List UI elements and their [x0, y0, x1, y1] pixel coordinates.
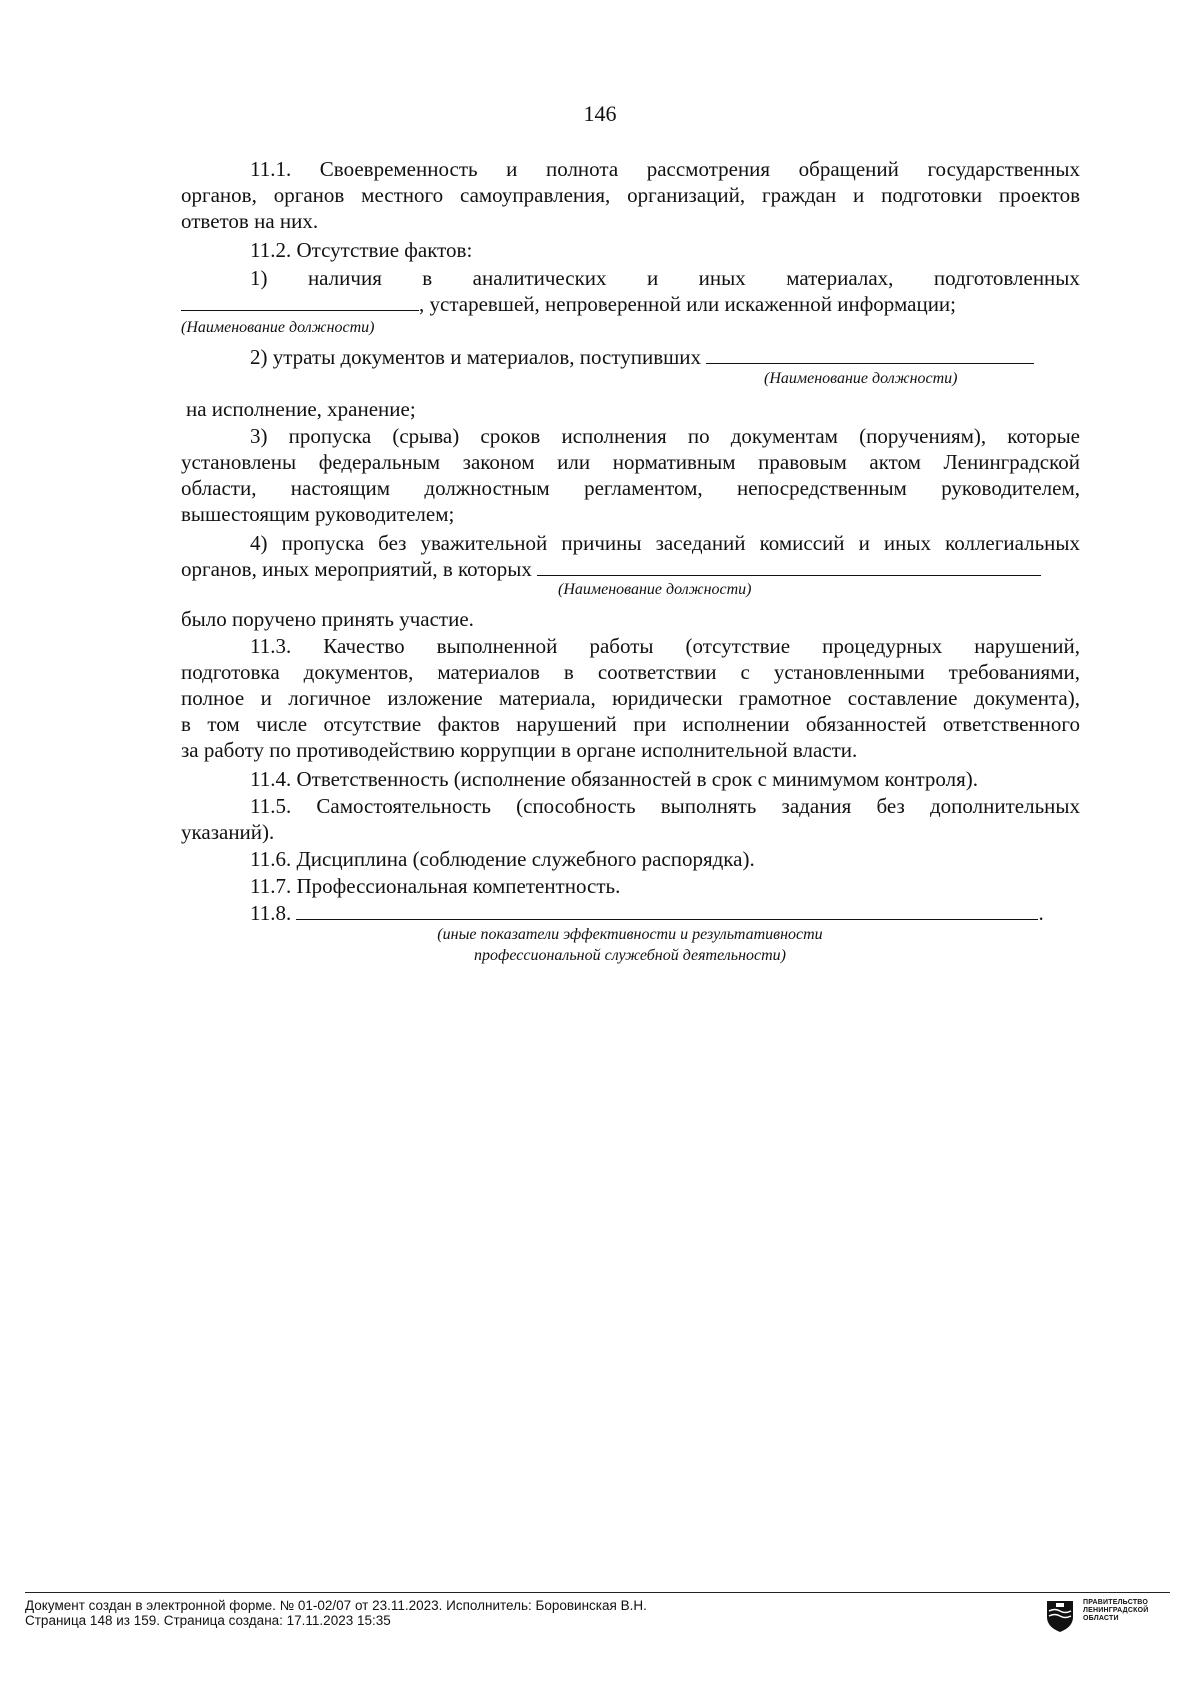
item-3-line-1: 3) пропуска (срыва) сроков исполнения по документам (поручениям), которые	[250, 424, 1080, 448]
fill-in-blank	[296, 900, 1038, 920]
item-1-word: аналитических	[472, 266, 607, 290]
footer-divider	[25, 1592, 1170, 1593]
item-3-line-2: установлены федеральным законом или нормативным правовым актом Ленинградской	[181, 450, 1080, 474]
item-1-word: материалах,	[786, 266, 894, 290]
item-3-line-4: вышестоящим руководителем;	[181, 502, 455, 526]
item-1-word: и	[646, 266, 659, 290]
blank-caption: (иные показатели эффективности и результативности	[437, 926, 823, 943]
item-3-line-3: области, настоящим должностным регламентом, непосредственным руководителем,	[181, 476, 1080, 500]
para-11-5-line-2: указаний).	[181, 820, 275, 844]
item-4-line-3: было поручено принять участие.	[181, 607, 474, 631]
coat-of-arms-icon	[1045, 1599, 1075, 1633]
para-11-8-label: 11.8.	[250, 901, 292, 925]
item-4-line-2	[181, 556, 1041, 582]
blank-caption: профессиональной служебной деятельности)	[474, 947, 786, 964]
para-11-1-line-1: 11.1. Своевременность и полнота рассмотрения обращений государственных	[250, 157, 1080, 181]
blank-caption: (Наименование должности)	[558, 581, 752, 598]
para-11-3-line-5: за работу по противодействию коррупции в органе исполнительной власти.	[181, 738, 858, 762]
item-1-word: иных	[698, 266, 746, 290]
government-logo	[1045, 1597, 1165, 1637]
footer-line-2: Страница 148 из 159. Страница создана: 17.11.2023 15:35	[25, 1613, 391, 1628]
logo-text-line: ЛЕНИНГРАДСКОЙ	[1083, 1607, 1149, 1614]
page-number: 146	[583, 101, 617, 126]
item-4-text: органов, иных мероприятий, в которых	[181, 557, 532, 581]
item-2-text: 2) утраты документов и материалов, поступивших	[250, 345, 702, 369]
para-11-6: 11.6. Дисциплина (соблюдение служебного распорядка).	[250, 847, 755, 871]
para-11-3-line-4: в том числе отсутствие фактов нарушений при исполнении обязанностей ответственного	[181, 712, 1080, 736]
para-11-1-line-3: ответов на них.	[181, 209, 319, 233]
para-11-4: 11.4. Ответственность (исполнение обязанностей в срок с минимумом контроля).	[250, 767, 979, 791]
fill-in-blank	[537, 556, 1041, 576]
para-11-8-end: .	[1038, 901, 1044, 925]
item-1-word: 1)	[250, 266, 268, 290]
para-11-3-line-3: полное и логичное изложение материала, юридически грамотное составление документа),	[181, 686, 1080, 710]
footer-line-1: Документ создан в электронной форме. № 01-02/07 от 23.11.2023. Исполнитель: Боровинская В.Н.	[25, 1598, 647, 1613]
para-11-3-line-2: подготовка документов, материалов в соответствии с установленными требованиями,	[181, 660, 1080, 684]
item-2-line-1	[250, 344, 1034, 370]
para-11-7: 11.7. Профессиональная компетентность.	[250, 874, 621, 898]
para-11-3-line-1: 11.3. Качество выполненной работы (отсутствие процедурных нарушений,	[250, 634, 1080, 658]
logo-text-line: ПРАВИТЕЛЬСТВО	[1083, 1599, 1149, 1606]
item-1-line-2-text: , устаревшей, непроверенной или искаженной информации;	[419, 292, 957, 316]
item-1-word: подготовленных	[933, 266, 1080, 290]
item-4-line-1: 4) пропуска без уважительной причины заседаний комиссий и иных коллегиальных	[250, 531, 1080, 555]
blank-caption: (Наименование должности)	[764, 370, 958, 387]
fill-in-blank	[181, 291, 419, 311]
para-11-8	[250, 900, 1044, 926]
item-2-line-2: на исполнение, хранение;	[186, 397, 416, 421]
blank-caption: (Наименование должности)	[181, 319, 375, 336]
fill-in-blank	[706, 344, 1034, 364]
para-11-2: 11.2. Отсутствие фактов:	[250, 238, 473, 262]
para-11-1-line-2: органов, органов местного самоуправления, организаций, граждан и подготовки проектов	[181, 183, 1080, 207]
item-1-line-2	[181, 291, 956, 317]
item-1-line-1	[250, 265, 1080, 291]
para-11-5-line-1: 11.5. Самостоятельность (способность выполнять задания без дополнительных	[250, 794, 1080, 818]
item-1-word: в	[422, 266, 433, 290]
logo-text-line: ОБЛАСТИ	[1083, 1615, 1119, 1622]
item-1-word: наличия	[307, 266, 382, 290]
